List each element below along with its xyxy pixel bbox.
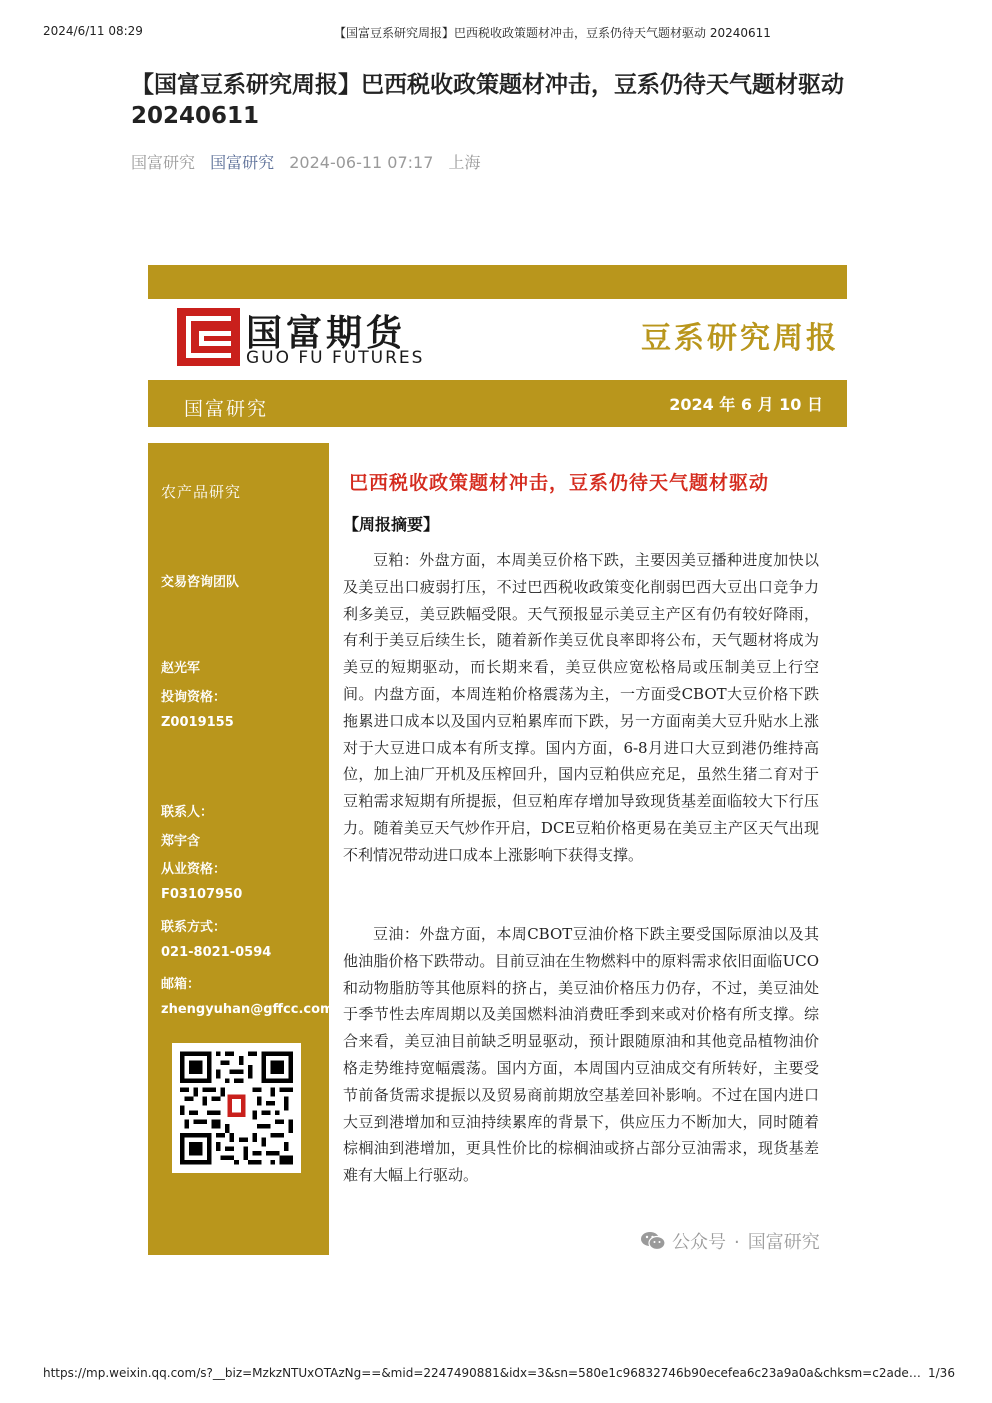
report-headline: 巴西税收政策题材冲击，豆系仍待天气题材驱动 bbox=[349, 472, 770, 494]
logo-chinese-name: 国富期货 bbox=[246, 312, 407, 354]
contact-label: 联系人： bbox=[161, 805, 214, 820]
report-image bbox=[148, 265, 847, 1255]
print-page-title: 【国富豆系研究周报】巴西税收政策题材冲击，豆系仍待天气题材驱动 20240611 bbox=[334, 26, 771, 40]
account-link[interactable]: 国富研究 bbox=[210, 153, 275, 172]
print-url: https://mp.weixin.qq.com/s?__biz=MzkzNTUxOTAzNg==&mid=2247490881&idx=3&sn=580e1c96832746b90ecefea6c23a9a0a&chksm=c2ade… bbox=[43, 1366, 921, 1380]
print-page-number: 1/36 bbox=[928, 1366, 955, 1380]
report-top-band bbox=[148, 265, 847, 299]
report-type-title: 豆系研究周报 bbox=[641, 321, 839, 356]
qr-code-icon bbox=[172, 1043, 301, 1173]
paragraph-soymeal: 豆粕：外盘方面，本周美豆价格下跌，主要因美豆播种进度加快以及美豆出口疲弱打压，不过巴西税收政策变化削弱巴西大豆出口竞争力利多美豆，美豆跌幅受限。天气预报显示美豆主产区有仍有较好降雨，有利于美豆后续生长，随着新作美豆优良率即将公布，天气题材将成为美豆的短期驱动，而长期来看，美豆供应宽松格局或压制美豆上行空间。内盘方面，本周连粕价格震荡为主，一方面受CBOT大豆价格下跌拖累进口成本以及国内豆粕累库而下跌，另一方面南美大豆升贴水上涨对于大豆进口成本有所支撑。国内方面，6-8月进口大豆到港仍维持高位，加上油厂开机及压榨回升，国内豆粕供应充足，虽然生猪二育对于豆粕需求短期有所提振，但豆粕库存增加导致现货基差面临较大下行压力。随着美豆天气炒作开启，DCE豆粕价格更易在美豆主产区天气出现不利情况带动进口成本上涨影响下获得支撑。 bbox=[343, 551, 819, 864]
wechat-icon bbox=[640, 1231, 666, 1251]
watermark-label: 公众号 bbox=[672, 1232, 726, 1253]
logo-english-name: GUO FU FUTURES bbox=[246, 348, 425, 368]
analyst-qual: Z0019155 bbox=[161, 715, 234, 730]
watermark-dot: · bbox=[734, 1232, 740, 1253]
watermark-name: 国富研究 bbox=[747, 1232, 820, 1253]
phone-label: 联系方式： bbox=[161, 920, 227, 935]
banner-org: 国富研究 bbox=[184, 398, 269, 420]
wechat-watermark bbox=[640, 1228, 820, 1254]
report-sidebar bbox=[148, 443, 334, 1255]
analyst-qual-label: 投询资格： bbox=[161, 690, 227, 705]
print-timestamp: 2024/6/11 08:29 bbox=[43, 24, 143, 38]
summary-label: 【周报摘要】 bbox=[343, 515, 440, 534]
sidebar-sector: 农产品研究 bbox=[161, 483, 242, 501]
report-date: 2024 年 6 月 10 日 bbox=[669, 395, 823, 414]
contact-name: 郑宇含 bbox=[161, 834, 201, 849]
phone-number: 021-8021-0594 bbox=[161, 945, 272, 960]
report-banner bbox=[148, 380, 847, 430]
article-datetime: 2024-06-11 07:17 bbox=[289, 153, 434, 172]
email-address: zhengyuhan@gffcc.com bbox=[161, 1002, 334, 1017]
article-meta bbox=[131, 150, 491, 173]
email-label: 邮箱： bbox=[161, 977, 201, 992]
contact-qual: F03107950 bbox=[161, 887, 243, 902]
contact-qual-label: 从业资格： bbox=[161, 862, 227, 877]
guofu-logo-icon bbox=[177, 308, 240, 366]
sidebar-team: 交易咨询团队 bbox=[161, 575, 240, 590]
paragraph-soyoil: 豆油：外盘方面，本周CBOT豆油价格下跌主要受国际原油以及其他油脂价格下跌带动。目前豆油在生物燃料中的原料需求依旧面临UCO和动物脂肪等其他原料的挤占，美豆油价格压力仍存，不过，美豆油处于季节性去库周期以及美国燃料油消费旺季到来或对价格有所支撑。综合来看，美豆油目前缺乏明显驱动，预计跟随原油和其他竞品植物油价格走势维持宽幅震荡。国内方面，本周国内豆油成交有所转好，主要受节前备货需求提振以及贸易商前期放空基差回补影响。不过在国内进口大豆到港增加和豆油持续累库的背景下，供应压力不断加大，同时随着棕榈油到港增加，更具性价比的棕榈油或挤占部分豆油需求，现货基差难有大幅上行驱动。 bbox=[343, 925, 819, 1185]
article-location: 上海 bbox=[448, 153, 481, 172]
analyst-name: 赵光军 bbox=[161, 661, 201, 676]
article-title: 【国富豆系研究周报】巴西税收政策题材冲击，豆系仍待天气题材驱动 20240611 bbox=[131, 72, 844, 129]
print-header bbox=[0, 24, 992, 42]
article-source: 国富研究 bbox=[131, 153, 196, 172]
